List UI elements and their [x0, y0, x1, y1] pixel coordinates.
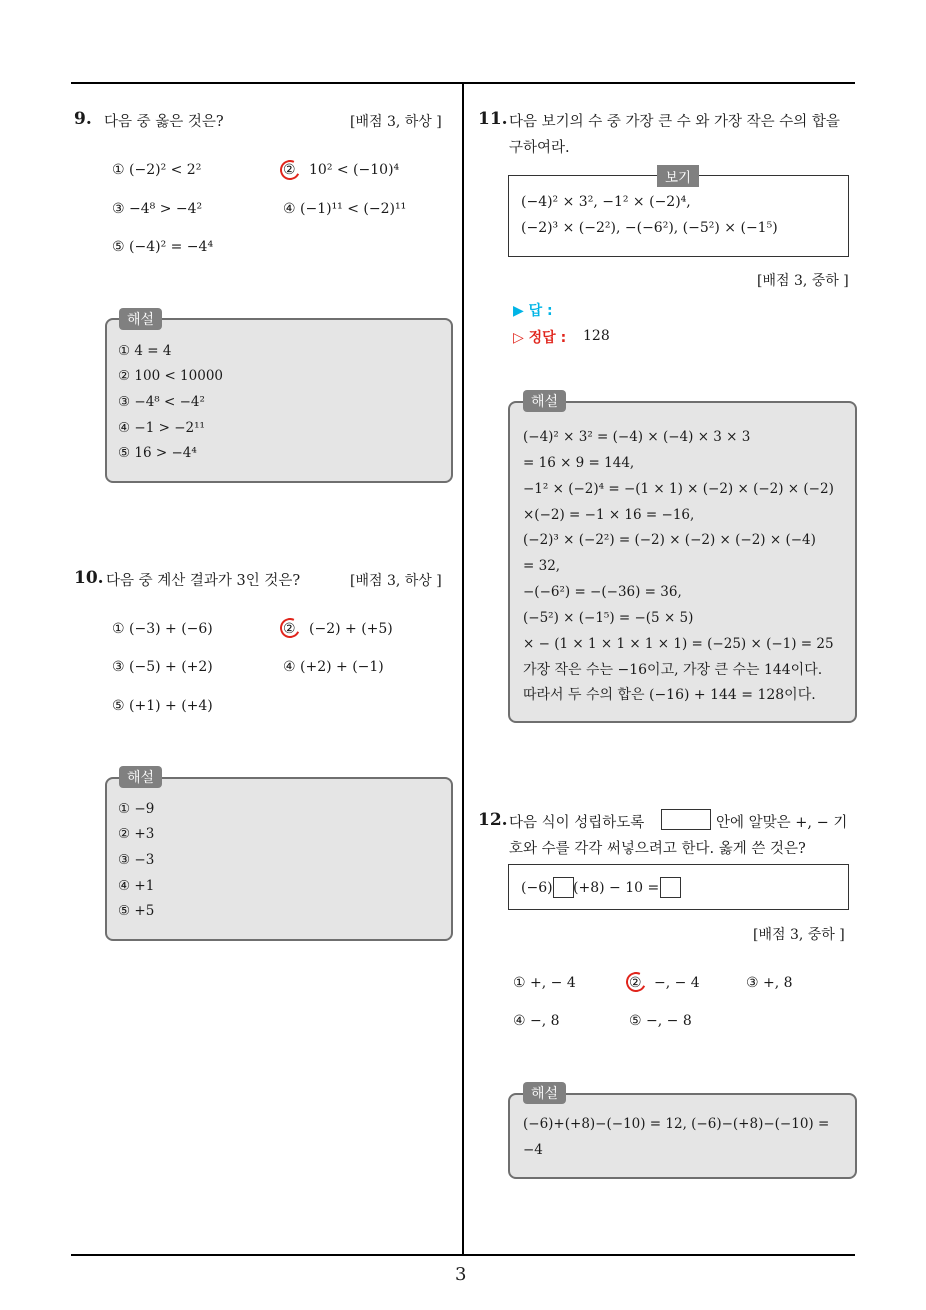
- question-number: 10.: [74, 568, 104, 588]
- expression-part: (−6): [521, 880, 553, 896]
- operator-blank-box: [553, 877, 574, 898]
- option-5[interactable]: ⑤ (−4)² = −4⁴: [112, 239, 214, 255]
- solution-box: [105, 777, 453, 941]
- example-box: [508, 175, 849, 257]
- solution-line: = 16 × 9 = 144,: [523, 455, 635, 471]
- solution-tag: 해설: [119, 308, 162, 330]
- solution-tag: 해설: [119, 766, 162, 788]
- option-2[interactable]: 10² < (−10)⁴: [309, 162, 400, 178]
- option-4[interactable]: ④ (+2) + (−1): [283, 659, 384, 675]
- question-text-line1b: 안에 알맞은 +, − 기: [716, 815, 848, 831]
- solution-line: 따라서 두 수의 합은 (−16) + 144 = 128이다.: [523, 687, 816, 703]
- bottom-rule: [71, 1254, 855, 1256]
- solution-tag: 해설: [523, 1082, 566, 1104]
- question-text-line1a: 다음 식이 성립하도록: [509, 815, 645, 831]
- correct-answer-label: ▷ 정답 :: [513, 330, 567, 346]
- example-line: (−4)² × 3², −1² × (−2)⁴,: [521, 194, 691, 210]
- question-text-line1: 다음 보기의 수 중 가장 큰 수 와 가장 작은 수의 합을: [509, 114, 840, 130]
- solution-line: = 32,: [523, 558, 561, 574]
- solution-line: ③ −4⁸ < −4²: [118, 394, 205, 410]
- question-text-line2: 구하여라.: [509, 140, 570, 156]
- option-2-number: ②: [283, 162, 296, 178]
- question-number: 12.: [478, 810, 508, 830]
- option-2-number: ②: [283, 621, 296, 637]
- score-meta: [배점 3, 중하 ]: [757, 273, 849, 289]
- solution-line: ③ −3: [118, 852, 155, 868]
- expression-part: (+8) − 10 =: [573, 880, 660, 896]
- solution-line: ① −9: [118, 801, 155, 817]
- score-meta: [배점 3, 하상 ]: [350, 114, 442, 130]
- solution-line: × − (1 × 1 × 1 × 1 × 1) = (−25) × (−1) = 25: [523, 636, 834, 652]
- option-3[interactable]: ③ −4⁸ > −4²: [112, 201, 203, 217]
- option-3[interactable]: ③ +, 8: [746, 975, 793, 991]
- option-1[interactable]: ① (−2)² < 2²: [112, 162, 202, 178]
- answer-blank-box: [661, 809, 711, 830]
- option-2[interactable]: −, − 4: [654, 975, 700, 991]
- page-number: 3: [455, 1264, 467, 1285]
- score-meta: [배점 3, 하상 ]: [350, 573, 442, 589]
- question-number: 11.: [478, 109, 508, 129]
- solution-line: (−2)³ × (−2²) = (−2) × (−2) × (−2) × (−4): [523, 532, 816, 548]
- solution-line: (−5²) × (−1⁵) = −(5 × 5): [523, 610, 694, 626]
- solution-line: ② +3: [118, 826, 155, 842]
- correct-answer-value: 128: [583, 328, 610, 344]
- solution-line: ×(−2) = −1 × 16 = −16,: [523, 507, 695, 523]
- solution-line: ① 4 = 4: [118, 343, 172, 359]
- solution-box: [508, 1093, 857, 1179]
- question-text: 다음 중 계산 결과가 3인 것은?: [106, 573, 301, 589]
- question-text-line2: 호와 수를 각각 써넣으려고 한다. 옳게 쓴 것은?: [509, 841, 806, 857]
- solution-line: ② 100 < 10000: [118, 368, 224, 384]
- option-1[interactable]: ① +, − 4: [513, 975, 576, 991]
- score-meta: [배점 3, 중하 ]: [753, 927, 845, 943]
- option-1[interactable]: ① (−3) + (−6): [112, 621, 213, 637]
- question-text: 다음 중 옳은 것은?: [104, 114, 224, 130]
- solution-line: ⑤ +5: [118, 903, 155, 919]
- solution-line: −(−6²) = −(−36) = 36,: [523, 584, 682, 600]
- column-divider: [462, 82, 464, 1255]
- solution-line: 가장 작은 수는 −16이고, 가장 큰 수는 144이다.: [523, 662, 823, 678]
- solution-line: −4: [523, 1142, 543, 1158]
- option-3[interactable]: ③ (−5) + (+2): [112, 659, 213, 675]
- option-5[interactable]: ⑤ (+1) + (+4): [112, 698, 213, 714]
- solution-line: −1² × (−2)⁴ = −(1 × 1) × (−2) × (−2) × (−2): [523, 481, 834, 497]
- answer-label: ▶ 답 :: [513, 303, 553, 319]
- solution-tag: 해설: [523, 390, 566, 412]
- option-5[interactable]: ⑤ −, − 8: [629, 1013, 692, 1029]
- option-4[interactable]: ④ (−1)¹¹ < (−2)¹¹: [283, 201, 407, 217]
- solution-line: (−4)² × 3² = (−4) × (−4) × 3 × 3: [523, 429, 751, 445]
- solution-line: (−6)+(+8)−(−10) = 12, (−6)−(+8)−(−10) =: [523, 1116, 830, 1132]
- solution-line: ④ +1: [118, 878, 155, 894]
- example-line: (−2)³ × (−2²), −(−6²), (−5²) × (−1⁵): [521, 220, 778, 236]
- option-2[interactable]: (−2) + (+5): [309, 621, 393, 637]
- solution-line: ⑤ 16 > −4⁴: [118, 445, 197, 461]
- number-blank-box: [660, 877, 681, 898]
- example-tag: 보기: [657, 165, 699, 187]
- option-4[interactable]: ④ −, 8: [513, 1013, 560, 1029]
- question-number: 9.: [74, 109, 92, 129]
- option-2-number: ②: [629, 975, 642, 991]
- solution-line: ④ −1 > −2¹¹: [118, 420, 205, 436]
